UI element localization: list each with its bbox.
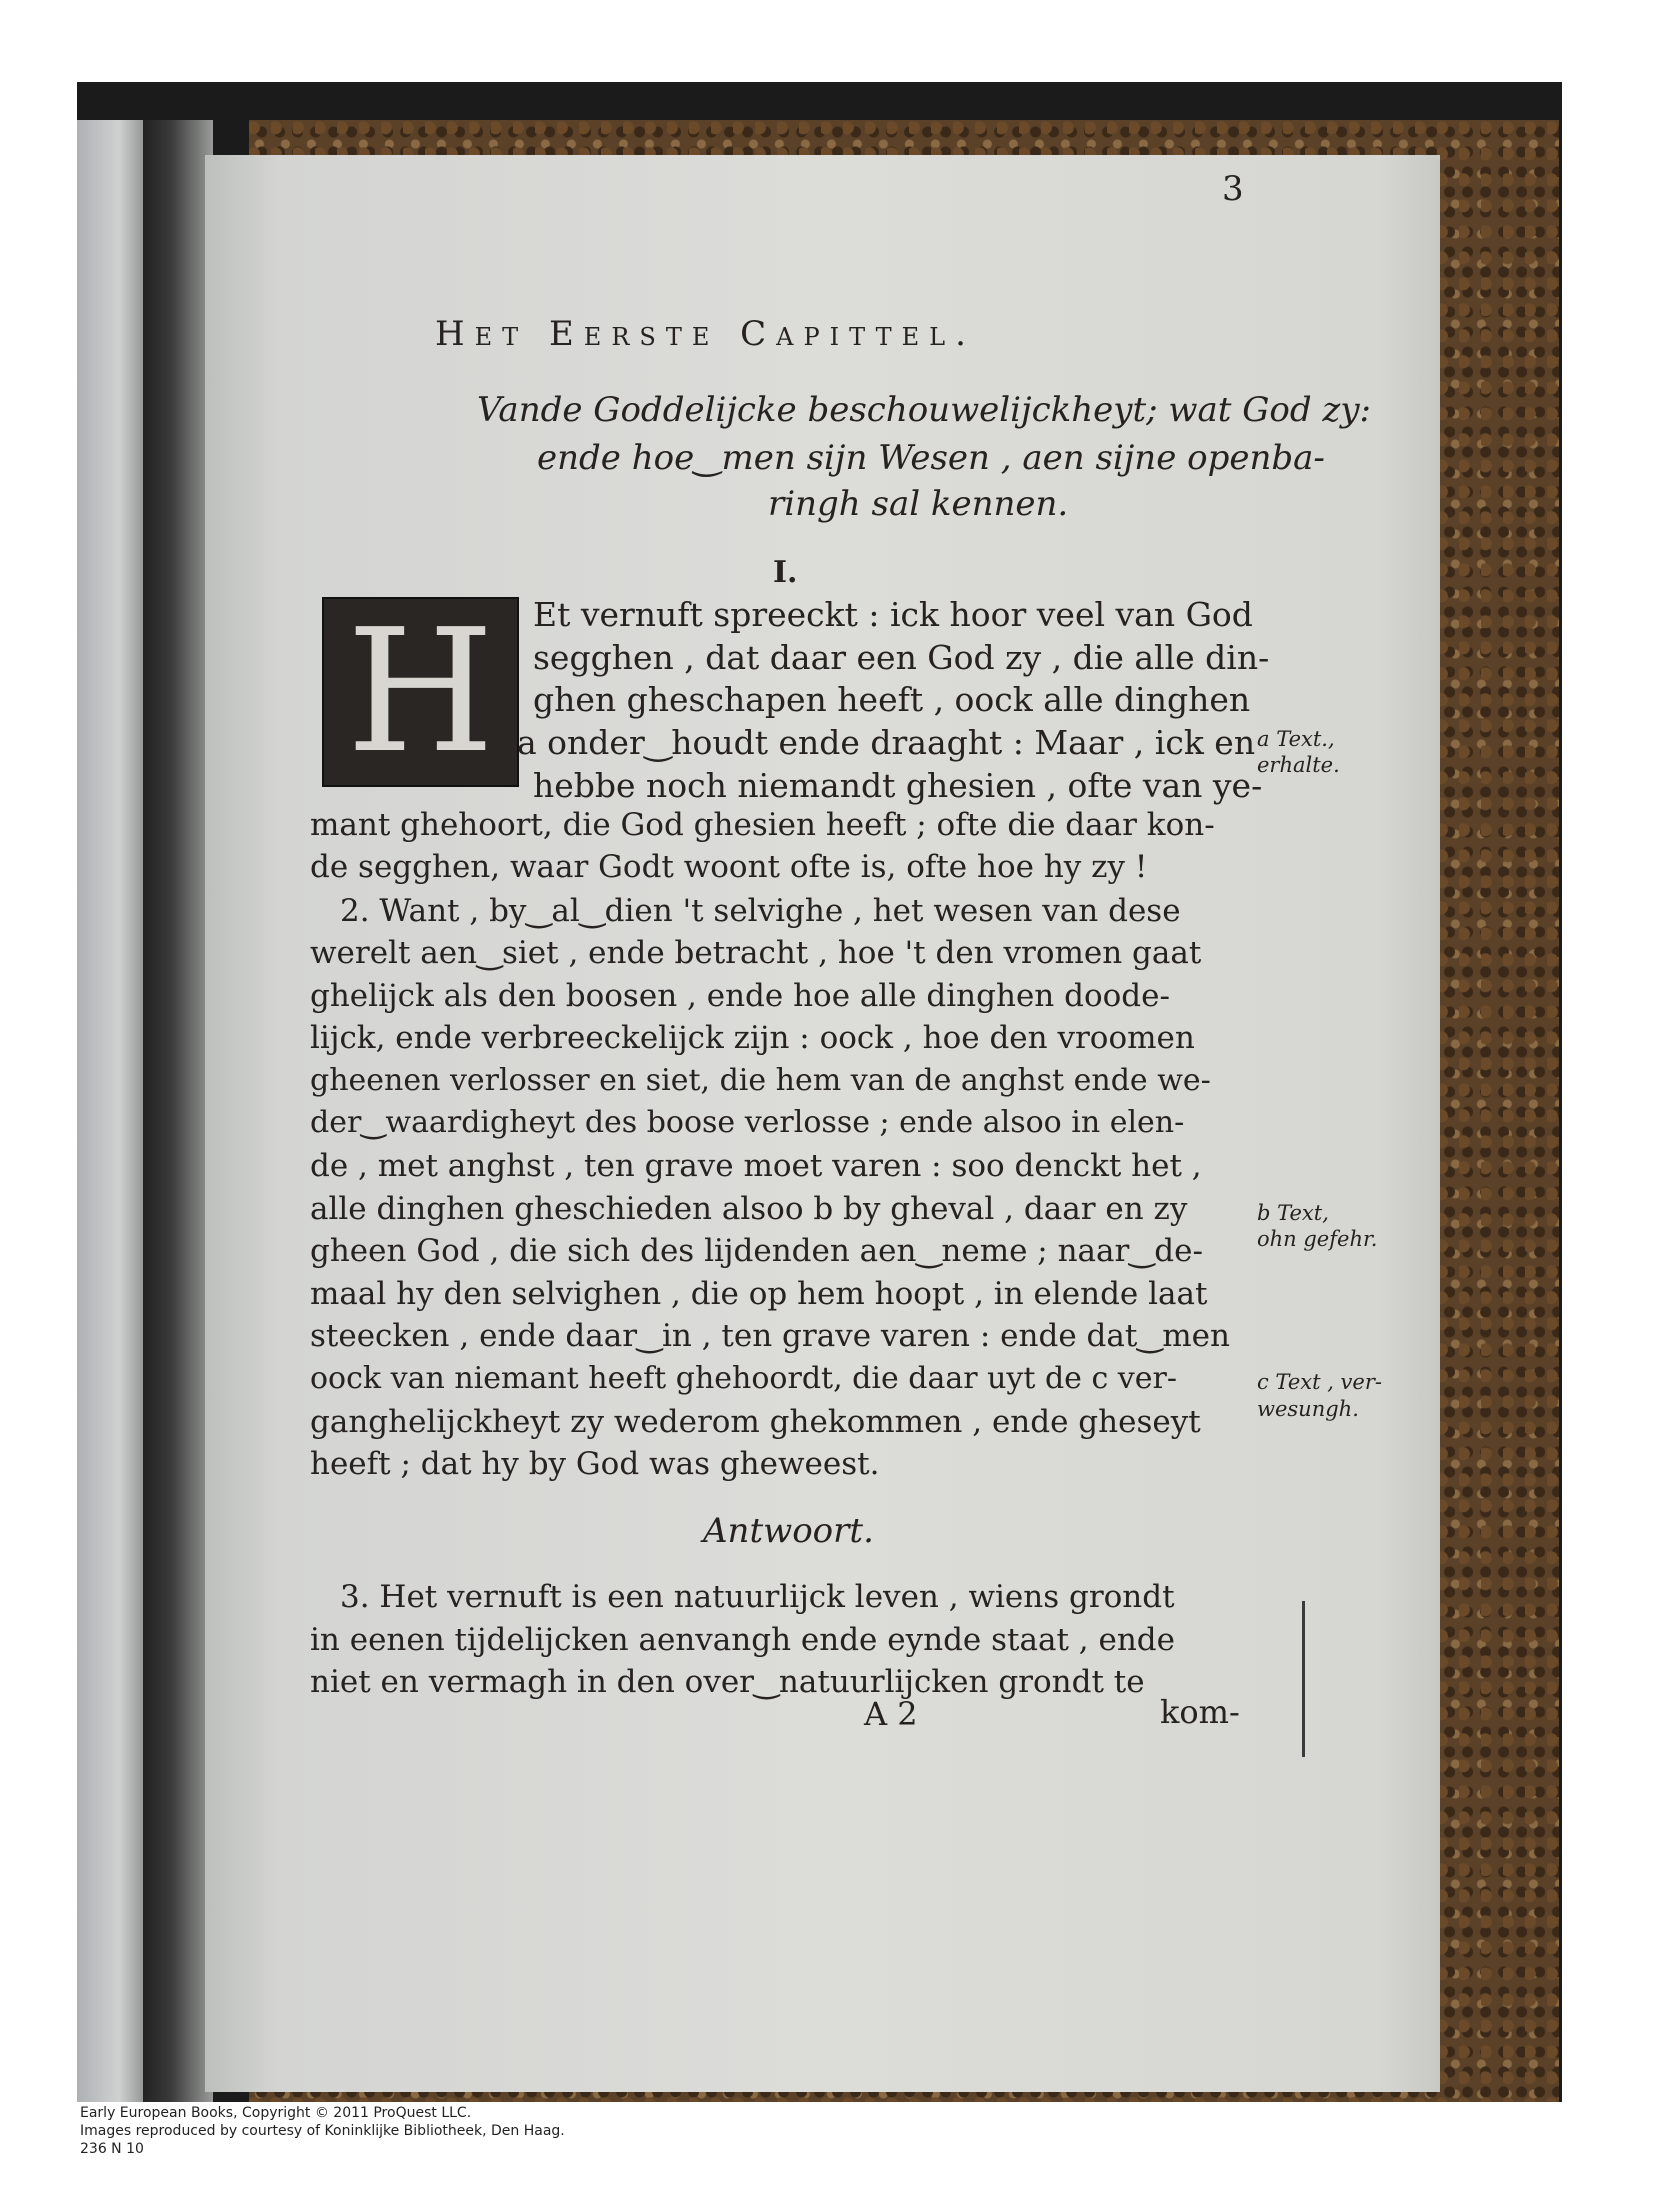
body-line: werelt aen‿siet , ende betracht , hoe 't den vromen gaat	[310, 935, 1202, 971]
body-line: a onder‿houdt ende draaght : Maar , ick en	[517, 723, 1256, 762]
signature-mark: A 2	[864, 1695, 918, 1733]
book-page	[205, 155, 1440, 2092]
section-numeral: I.	[773, 555, 798, 590]
left-page-edge	[77, 120, 147, 2102]
footer-line: 236 N 10	[80, 2141, 144, 2157]
scan-image	[77, 82, 1562, 2102]
marginal-note: ohn gefehr.	[1257, 1227, 1378, 1251]
decorated-initial	[322, 593, 519, 791]
body-line: mant ghehoort, die God ghesien heeft ; ofte die daar kon-	[310, 807, 1215, 843]
body-line: alle dinghen gheschieden alsoo b by gheval , daar en zy	[310, 1191, 1188, 1227]
body-line: lijck, ende verbreeckelijck zijn : oock , hoe den vroomen	[310, 1020, 1195, 1056]
marginal-note: erhalte.	[1257, 753, 1340, 777]
footer-line: Early European Books, Copyright © 2011 ProQuest LLC.	[80, 2105, 472, 2121]
body-line: heeft ; dat hy by God was gheweest.	[310, 1446, 880, 1482]
body-line: Et vernuft spreeckt : ick hoor veel van God	[533, 595, 1253, 634]
body-line: ghelijck als den boosen , ende hoe alle dinghen doode-	[310, 978, 1170, 1014]
body-line: maal hy den selvighen , die op hem hoopt , in elende laat	[310, 1276, 1208, 1312]
answer-heading: Antwoort.	[703, 1511, 874, 1551]
answer-line: niet en vermagh in den over‿natuurlijcken grondt te	[310, 1664, 1145, 1700]
body-line: de segghen, waar Godt woont ofte is, ofte hoe hy zy !	[310, 849, 1148, 885]
marginal-note: a Text.,	[1257, 727, 1335, 751]
initial-letter: H	[346, 593, 495, 791]
chapter-subtitle-line: ringh sal kennen.	[768, 484, 1069, 524]
chapter-subtitle-line: ende hoe‿men sijn Wesen , aen sijne openba-	[537, 438, 1325, 478]
chapter-subtitle-line: Vande Goddelijcke beschouwelijckheyt; wat God zy:	[477, 390, 1372, 430]
chapter-title: Het Eerste Capittel.	[435, 314, 976, 354]
marginal-note: b Text,	[1257, 1201, 1329, 1225]
body-line: gheenen verlosser en siet, die hem van de anghst ende we-	[310, 1063, 1211, 1098]
body-line: gheen God , die sich des lijdenden aen‿neme ; naar‿de-	[310, 1233, 1203, 1269]
book-gutter	[143, 120, 213, 2102]
body-line: ganghelijckheyt zy wederom ghekommen , ende gheseyt	[310, 1404, 1201, 1440]
page-number: 3	[1222, 169, 1244, 209]
answer-line: in eenen tijdelijcken aenvangh ende eynde staat , ende	[310, 1622, 1175, 1658]
margin-rule	[1302, 1601, 1305, 1757]
body-line: segghen , dat daar een God zy , die alle din-	[533, 638, 1270, 677]
body-line: 2. Want , by‿al‿dien 't selvighe , het wesen van dese	[340, 893, 1181, 929]
copyright-footer	[80, 2104, 565, 2158]
body-line: ghen gheschapen heeft , oock alle dinghen	[533, 680, 1251, 719]
body-line: de , met anghst , ten grave moet varen : soo denckt het ,	[310, 1148, 1202, 1184]
answer-line: 3. Het vernuft is een natuurlijck leven , wiens grondt	[340, 1579, 1175, 1615]
marginal-note: c Text , ver-	[1257, 1370, 1382, 1394]
footer-line: Images reproduced by courtesy of Koninklijke Bibliotheek, Den Haag.	[80, 2123, 565, 2139]
body-line: hebbe noch niemandt ghesien , ofte van ye-	[533, 766, 1263, 805]
marginal-note: wesungh.	[1257, 1397, 1359, 1421]
body-line: steecken , ende daar‿in , ten grave varen : ende dat‿men	[310, 1318, 1230, 1354]
catchword: kom-	[1160, 1693, 1240, 1731]
body-line: oock van niemant heeft ghehoordt, die daar uyt de c ver-	[310, 1361, 1177, 1396]
body-line: der‿waardigheyt des boose verlosse ; ende alsoo in elen-	[310, 1105, 1185, 1140]
